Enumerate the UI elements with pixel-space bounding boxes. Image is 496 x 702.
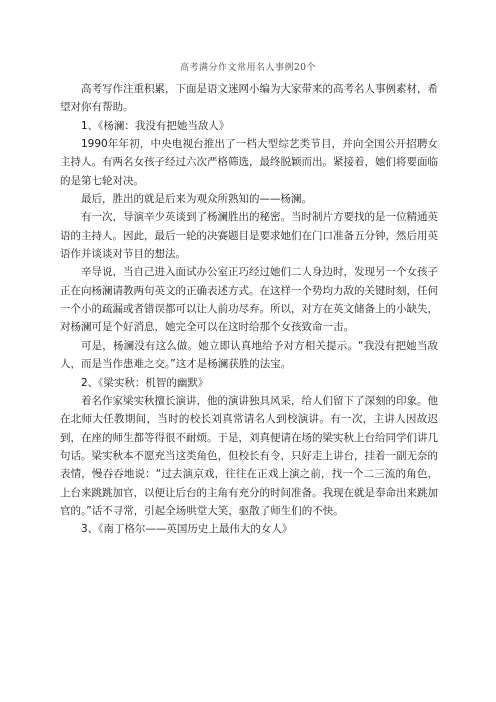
body-paragraph: 可是，杨澜没有这么做。她立即认真地给予对方相关提示。“我没有把她当敌人，而是当作患难之交。”这才是杨澜获胜的法宝。 — [60, 339, 438, 371]
document-body — [60, 80, 438, 539]
intro-paragraph: 高考写作注重积累，下面是语文迷网小编为大家带来的高考名人事例素材，希望对你有帮助。 — [60, 83, 438, 114]
body-paragraph: 有一次，导演辛少英谈到了杨澜胜出的秘密。当时制片方要找的是一位精通英语的主持人。因此，最后一轮的决赛题目是要求她们在门口准备五分钟，然后用英语作并谈谈对节目的想法。 — [60, 211, 438, 261]
section-heading-2: 2、《梁实秋：机智的幽默》 — [81, 376, 209, 389]
body-paragraph: 1990年年初，中央电视台推出了一档大型综艺类节目，并向全国公开招聘女主持人。有两名女孩子经过六次严格筛选，最终脱颖而出。紧接着，她们将要面临的是第七轮对决。 — [60, 138, 438, 187]
body-paragraph: 着名作家梁实秋擅长演讲，他的演讲独具风采，给人们留下了深刻的印象。他在北师大任教期间，当时的校长刘真常请名人到校演讲。有一次，主讲人因故迟到，在座的师生都等得很不耐烦。于是，刘真便请在场的梁实秋上台给同学们讲几句话。梁实秋本不愿充当这类角色，但校长有令，只好走上讲台，挂着一副无奈的表情，慢吞吞地说：“过去演京戏，往往在正戏上演之前，找一个二三流的角色，上台来跳跳加官，以便让后台的主角有充分的时间准备。我现在就是奉命出来跳加官的。”话不寻常，引起全场哄堂大笑，驱散了师生们的不快。 — [60, 394, 438, 517]
section-heading-3: 3、《南丁格尔——英国历史上最伟大的女人》 — [81, 523, 293, 536]
body-paragraph: 最后，胜出的就是后来为观众所熟知的——杨澜。 — [81, 193, 312, 206]
document-title: 高考满分作文常用名人事例20个 — [180, 63, 316, 73]
body-paragraph: 辛导说，当自己进入面试办公室正巧经过她们二人身边时，发现另一个女孩子正在向杨澜请教两句英文的正确表述方式。在这样一个势均力敌的关键时刻，任何一个小的疏漏或者错误都可以让人前功尽弃。所以，对方在英文储备上的小缺失，对杨澜可是个好消息，她完全可以在这时给那个女孩致命一击。 — [60, 266, 438, 334]
section-heading-1: 1、《杨澜：我没有把她当敌人》 — [81, 119, 230, 132]
